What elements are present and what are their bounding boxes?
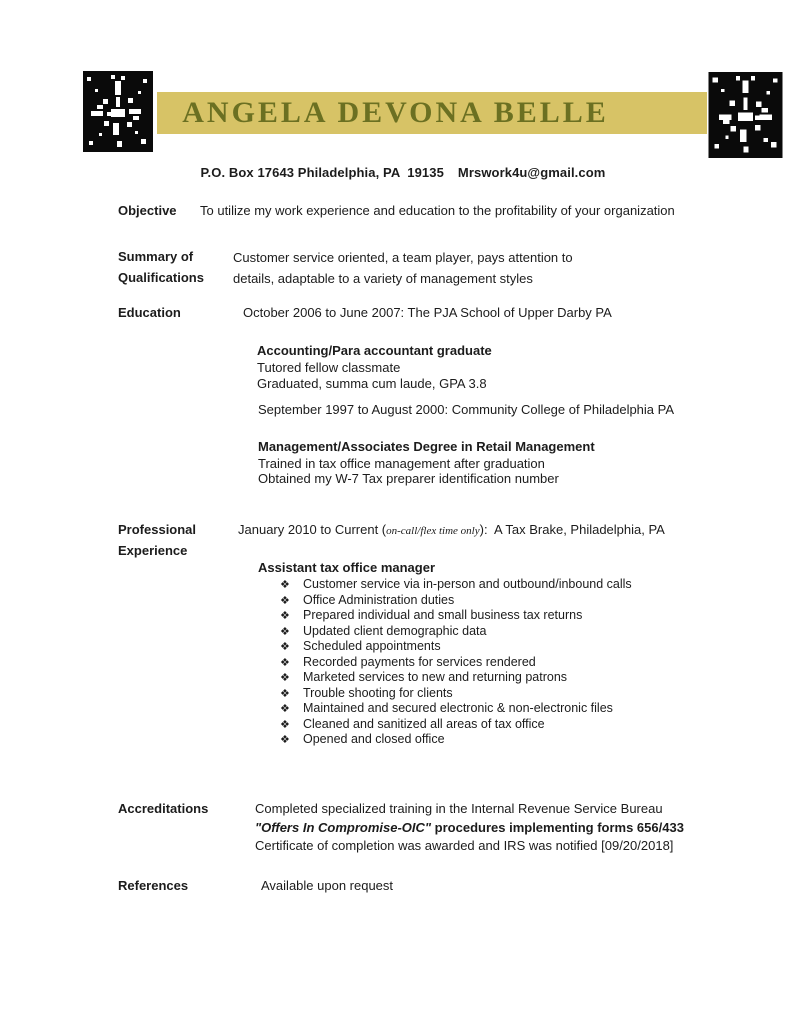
education-degree1-detail: Tutored fellow classmate — [257, 360, 401, 375]
section-label-objective: Objective — [118, 203, 177, 218]
list-item — [280, 639, 632, 655]
duty-text: Prepared individual and small business tax returns — [303, 608, 583, 622]
section-label-experience-line2: Experience — [118, 543, 188, 558]
education-degree2-detail: Trained in tax office management after graduation — [258, 456, 545, 471]
duty-text: Customer service via in-person and outbound/inbound calls — [303, 577, 632, 591]
education-degree1-title: Accounting/Para accountant graduate — [257, 343, 492, 358]
education-degree1-detail: Graduated, summa cum laude, GPA 3.8 — [257, 376, 487, 391]
list-item — [280, 577, 632, 593]
experience-dates — [238, 522, 665, 537]
diamond-bullet-icon: ❖ — [280, 703, 290, 715]
duty-text: Office Administration duties — [303, 592, 455, 607]
list-item — [280, 701, 632, 717]
summary-text-line2: details, adaptable to a variety of management styles — [233, 271, 533, 286]
education-degree2-title: Management/Associates Degree in Retail Management — [258, 439, 595, 454]
contact-address: P.O. Box 17643 Philadelphia, PA 19135 — [200, 165, 444, 180]
section-label-summary-line2: Qualifications — [118, 270, 204, 285]
accreditations-line2-rest: procedures implementing forms 656/433 — [431, 820, 684, 835]
duty-text: Scheduled appointments — [303, 639, 441, 653]
list-item — [280, 717, 632, 733]
page-title-name: ANGELA DEVONA BELLE — [182, 96, 609, 129]
diamond-bullet-icon: ❖ — [280, 656, 290, 669]
education-degree2-detail: Obtained my W-7 Tax preparer identification number — [258, 471, 559, 486]
experience-dates-note: on-call/flex time only — [386, 525, 480, 537]
section-label-references: References — [118, 878, 189, 893]
list-item — [280, 593, 632, 609]
contact-line — [0, 150, 791, 195]
objective-text: To utilize my work experience and education to the profitability of your organization — [200, 203, 675, 218]
diamond-bullet-icon: ❖ — [280, 625, 290, 638]
education-school2-dates: September 1997 to August 2000: Community College of Philadelphia PA — [258, 402, 675, 417]
duty-text: Trouble shooting for clients — [303, 685, 453, 700]
experience-dates-suffix: ): A Tax Brake, Philadelphia, PA — [479, 522, 665, 537]
diamond-bullet-icon: ❖ — [280, 641, 290, 653]
contact-email: Mrswork4u@gmail.com — [457, 165, 606, 180]
list-item — [280, 732, 632, 748]
diamond-bullet-icon: ❖ — [280, 734, 290, 746]
experience-duty-list — [280, 577, 632, 748]
diamond-bullet-icon: ❖ — [280, 579, 290, 591]
diamond-bullet-icon: ❖ — [280, 594, 290, 607]
diamond-bullet-icon: ❖ — [280, 672, 290, 684]
education-school1-dates: October 2006 to June 2007: The PJA School of Upper Darby PA — [243, 305, 612, 320]
list-item — [280, 624, 632, 640]
diamond-bullet-icon: ❖ — [280, 687, 290, 700]
accreditations-line3: Certificate of completion was awarded and IRS was notified [09/20/2018] — [255, 838, 674, 853]
list-item — [280, 608, 632, 624]
section-label-experience-line1: Professional — [118, 522, 197, 537]
duty-text: Opened and closed office — [303, 732, 445, 746]
accreditations-oic-term: "Offers In Compromise-OIC" — [255, 820, 432, 835]
snowflake-ornament-right-icon — [707, 72, 784, 158]
section-label-accreditations: Accreditations — [118, 801, 209, 816]
experience-job-title: Assistant tax office manager — [258, 560, 436, 575]
accreditations-line1: Completed specialized training in the Internal Revenue Service Bureau — [255, 801, 663, 816]
list-item — [280, 670, 632, 686]
accreditations-line2 — [255, 820, 684, 835]
duty-text: Recorded payments for services rendered — [303, 654, 536, 669]
list-item — [280, 686, 632, 702]
experience-dates-prefix: January 2010 to Current ( — [238, 522, 387, 537]
snowflake-ornament-graphic — [707, 72, 784, 158]
summary-text-line1: Customer service oriented, a team player, pays attention to — [233, 250, 573, 265]
duty-text: Cleaned and sanitized all areas of tax office — [303, 716, 545, 731]
section-label-education: Education — [118, 305, 181, 320]
references-text: Available upon request — [261, 878, 394, 893]
list-item — [280, 655, 632, 671]
duty-text: Marketed services to new and returning patrons — [303, 670, 568, 684]
diamond-bullet-icon: ❖ — [280, 610, 290, 622]
diamond-bullet-icon: ❖ — [280, 718, 290, 731]
duty-text: Maintained and secured electronic & non-electronic files — [303, 701, 613, 715]
duty-text: Updated client demographic data — [303, 623, 487, 638]
section-label-summary-line1: Summary of — [118, 249, 194, 264]
